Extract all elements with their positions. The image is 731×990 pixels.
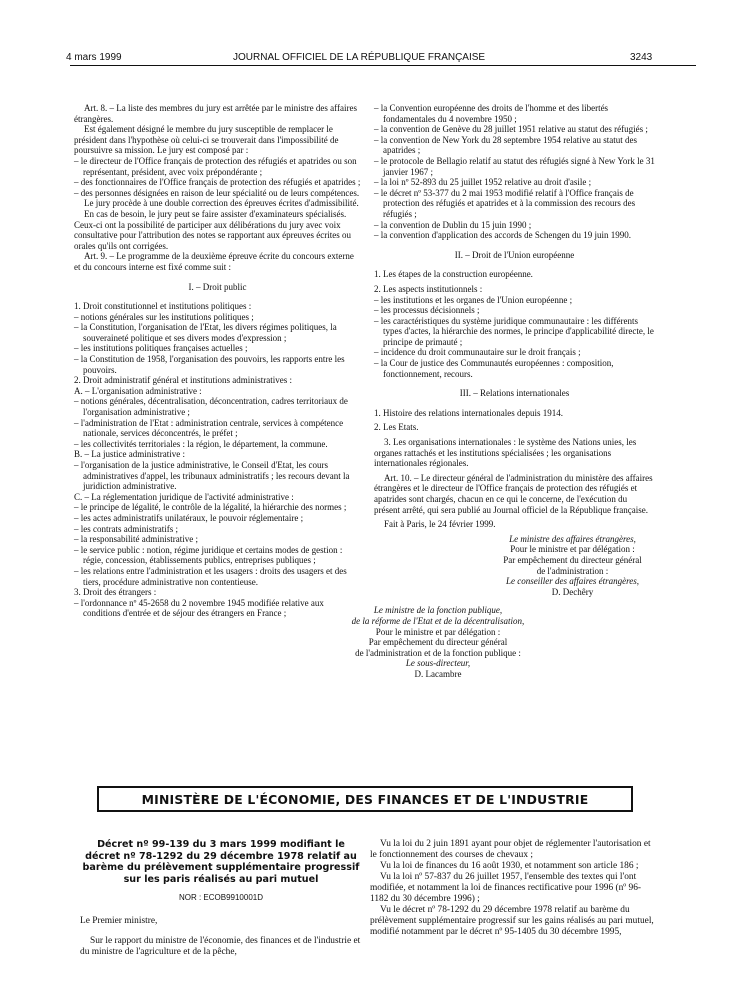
signature-line: Par empêchement du directeur général bbox=[368, 637, 508, 648]
decree-title: Décret nº 99-139 du 3 mars 1999 modifiant le décret nº 78-1292 du 29 décembre 1978 relatif au barème du prélèvement supplémentaire progressif sur les paris réalisés au pari mutuel bbox=[82, 839, 360, 885]
text-paragraph: B. – La justice administrative : bbox=[74, 449, 185, 460]
signature-line: de l'administration et de la fonction publique : bbox=[355, 647, 521, 658]
header-journal-title: JOURNAL OFFICIEL DE LA RÉPUBLIQUE FRANÇAISE bbox=[233, 52, 486, 63]
signature-line: Pour le ministre et par délégation : bbox=[375, 626, 501, 637]
text-paragraph: – la convention d'application des accords de Schengen du 19 juin 1990. bbox=[374, 230, 632, 241]
text-paragraph: – l'administration de l'Etat : administration centrale, services à compétence nationale, services déconcentrés, le préfet ; bbox=[74, 417, 344, 439]
text-paragraph: Fait à Paris, le 24 février 1999. bbox=[384, 519, 496, 530]
header-page-number: 3243 bbox=[630, 52, 653, 63]
text-paragraph: Le jury procède à une double correction des épreuves écrites d'admissibilité. bbox=[84, 198, 359, 209]
text-paragraph: – la Cour de justice des Communautés européennes : composition, fonctionnement, recours. bbox=[374, 358, 614, 379]
text-paragraph: 2. Les Etats. bbox=[374, 422, 419, 433]
decree-right-column bbox=[370, 839, 656, 938]
right-column bbox=[351, 103, 655, 680]
text-paragraph: Art. 8. – La liste des membres du jury est arrêtée par le ministre des affaires étrangères. bbox=[74, 103, 357, 124]
text-paragraph: – incidence du droit communautaire sur le droit français ; bbox=[374, 347, 581, 358]
decree-visa-paragraph: Vu le décret nº 78-1292 du 29 décembre 1978 relatif au barème du prélèvement supplémentaire progressif sur les gains réalisés au pari mutuel, modifié notamment par le décret nº 95-1405 du 30 décembre 1995, bbox=[370, 905, 654, 937]
decree-left-column bbox=[80, 839, 362, 958]
signature-block-foreign-affairs bbox=[490, 534, 655, 598]
signature-line: D. Dechêry bbox=[551, 586, 594, 597]
text-paragraph: – la loi nº 52-893 du 25 juillet 1952 relative au droit d'asile ; bbox=[374, 177, 592, 188]
signature-block-public-service bbox=[338, 605, 538, 679]
text-paragraph: – notions générales, décentralisation, déconcentration, cadres territoriaux de l'organisation administrative ; bbox=[74, 396, 348, 418]
text-paragraph: – les relations entre l'administration et les usagers : droits des usagers et des tiers, procédure administrative non contentieuse. bbox=[74, 565, 347, 587]
text-paragraph: – les actes administratifs unilatéraux, le pouvoir réglementaire ; bbox=[74, 512, 304, 523]
decree-visa-paragraph: Vu la loi du 2 juin 1891 ayant pour objet de réglementer l'autorisation et le fonctionnement des courses de chevaux ; bbox=[370, 839, 651, 860]
text-paragraph: III. – Relations internationales bbox=[459, 388, 570, 399]
text-paragraph: 2. Droit administratif général et institutions administratives : bbox=[74, 375, 292, 386]
text-paragraph: 1. Les étapes de la construction européenne. bbox=[374, 269, 533, 280]
text-paragraph: – la Convention européenne des droits de l'homme et des libertés fondamentales du 4 novembre 1950 ; bbox=[374, 103, 609, 124]
text-paragraph: A. – L'organisation administrative : bbox=[74, 385, 202, 396]
text-paragraph: C. – La réglementation juridique de l'activité administrative : bbox=[74, 491, 294, 502]
signature-line: Le ministre de la fonction publique, bbox=[373, 605, 503, 616]
text-paragraph: – le principe de légalité, le contrôle de la légalité, la hiérarchie des normes ; bbox=[74, 502, 347, 513]
text-paragraph: – la convention de Dublin du 15 juin 1990 ; bbox=[374, 219, 532, 230]
signature-line: Le sous-directeur, bbox=[405, 658, 471, 669]
text-paragraph: – le service public : notion, régime juridique et certains modes de gestion : régie, concession, établissements publics, entreprises publiques ; bbox=[74, 544, 343, 566]
text-paragraph: – les institutions et les organes de l'Union européenne ; bbox=[374, 294, 573, 305]
decree-nor: NOR : ECOB9910001D bbox=[178, 893, 264, 903]
text-paragraph: 3. Les organisations internationales : le système des Nations unies, les organes rattachés et les institutions spécialisées ; les organisations internationales régionales. bbox=[374, 437, 637, 469]
signature-line: de la réforme de l'Etat et de la décentralisation, bbox=[351, 615, 525, 626]
text-paragraph: – la Constitution, l'organisation de l'Etat, les divers régimes politiques, la souveraineté politique et ses divers modes d'expression ; bbox=[74, 322, 337, 343]
text-paragraph: – la responsabilité administrative ; bbox=[74, 534, 198, 545]
text-paragraph: II. – Droit de l'Union européenne bbox=[454, 249, 575, 260]
decree-visa-paragraph: Vu la loi nº 57-837 du 26 juillet 1957, l'ensemble des textes qui l'ont modifiée, et notamment la loi de finances rectificative pour 1996 (nº 96-1182 du 30 décembre 1996) ; bbox=[370, 872, 642, 904]
signature-line: D. Lacambre bbox=[414, 668, 462, 679]
text-paragraph: – l'organisation de la justice administrative, le Conseil d'Etat, les cours administratives d'appel, les tribunaux administratifs ; les recours devant la juridiction administrative. bbox=[74, 460, 350, 492]
text-paragraph: I. – Droit public bbox=[188, 281, 247, 292]
text-paragraph: – les institutions politiques françaises actuelles ; bbox=[74, 343, 248, 354]
text-paragraph: – des personnes désignées en raison de leur spécialité ou de leurs compétences. bbox=[74, 187, 360, 198]
text-paragraph: Est également désigné le membre du jury susceptible de remplacer le président dans l'hypothèse où celui-ci se trouverait dans l'impossibilité de poursuivre sa mission. Le jury est composé par : bbox=[74, 124, 339, 156]
text-paragraph: – le protocole de Bellagio relatif au statut des réfugiés signé à New York le 31 janvier 1967 ; bbox=[374, 155, 655, 177]
signature-line: Le conseiller des affaires étrangères, bbox=[505, 576, 640, 587]
text-paragraph: 2. Les aspects institutionnels : bbox=[374, 283, 483, 294]
signature-line: Le ministre des affaires étrangères, bbox=[509, 533, 636, 544]
signature-line: Pour le ministre et par délégation : bbox=[510, 544, 635, 555]
signature-line: Par empêchement du directeur général bbox=[503, 554, 642, 565]
text-paragraph: Art. 10. – Le directeur général de l'administration du ministère des affaires étrangères et le directeur de l'Office français de protection des réfugiés et apatrides sont chargés, chacun en ce qui le concerne, de l'exécution du présent arrêté, qui sera publié au Journal officiel de la République française. bbox=[374, 472, 653, 515]
text-paragraph: 1. Droit constitutionnel et institutions politiques : bbox=[74, 301, 252, 312]
decree-visa-paragraph: Vu la loi de finances du 16 août 1930, et notamment son article 186 ; bbox=[380, 861, 639, 871]
text-paragraph: Art. 9. – Le programme de la deuxième épreuve écrite du concours externe et du concours interne est fixé comme suit : bbox=[74, 251, 354, 272]
text-paragraph: – des fonctionnaires de l'Office français de protection des réfugiés et apatrides ; bbox=[74, 177, 361, 188]
text-paragraph: – la convention de Genève du 28 juillet 1951 relative au statut des réfugiés ; bbox=[374, 124, 648, 135]
signature-line: de l'administration : bbox=[536, 565, 609, 576]
text-paragraph: – la convention de New York du 28 septembre 1954 relative au statut des apatrides ; bbox=[374, 134, 637, 156]
ministry-heading-box bbox=[97, 786, 633, 812]
text-paragraph: – les collectivités territoriales : la région, le département, la commune. bbox=[74, 438, 328, 449]
text-paragraph: 1. Histoire des relations internationales depuis 1914. bbox=[374, 407, 563, 418]
text-paragraph: – le décret nº 53-377 du 2 mai 1953 modifié relatif à l'Office français de protection des réfugiés et apatrides et à la commission des recours des réfugiés ; bbox=[374, 187, 636, 219]
header-rule bbox=[70, 65, 696, 66]
text-paragraph: – le directeur de l'Office français de protection des réfugiés et apatrides ou son représentant, président, avec voix prépondérante ; bbox=[74, 155, 357, 177]
text-paragraph: – l'ordonnance nº 45-2658 du 2 novembre 1945 modifiée relative aux conditions d'entrée et de séjour des étrangers en France ; bbox=[74, 597, 324, 619]
text-paragraph: – notions générales sur les institutions politiques ; bbox=[74, 311, 254, 322]
left-column bbox=[74, 103, 361, 619]
text-paragraph: En cas de besoin, le jury peut se faire assister d'examinateurs spécialisés. Ceux-ci ont la possibilité de participer aux délibérations du jury avec voix consultative pour l'attribution des notes se rapportant aux épreuves écrites ou orales qu'ils ont corrigées. bbox=[74, 208, 352, 251]
text-paragraph: – les processus décisionnels ; bbox=[374, 305, 480, 316]
text-paragraph: 3. Droit des étrangers : bbox=[74, 587, 157, 598]
text-paragraph: – la Constitution de 1958, l'organisation des pouvoirs, les rapports entre les pouvoirs. bbox=[74, 354, 345, 375]
ministry-heading: MINISTÈRE DE L'ÉCONOMIE, DES FINANCES ET DE L'INDUSTRIE bbox=[141, 791, 589, 807]
decree-paragraph: Le Premier ministre, bbox=[80, 916, 158, 927]
text-paragraph: – les caractéristiques du système juridique communautaire : les différents types d'actes, la hiérarchie des normes, le principe d'applicabilité directe, le principe de primauté ; bbox=[374, 315, 654, 347]
text-paragraph: – les contrats administratifs ; bbox=[74, 523, 178, 534]
decree-paragraph: Sur le rapport du ministre de l'économie, des finances et de l'industrie et du ministre de l'agriculture et de la pêche, bbox=[80, 936, 361, 958]
header-date: 4 mars 1999 bbox=[66, 52, 122, 63]
